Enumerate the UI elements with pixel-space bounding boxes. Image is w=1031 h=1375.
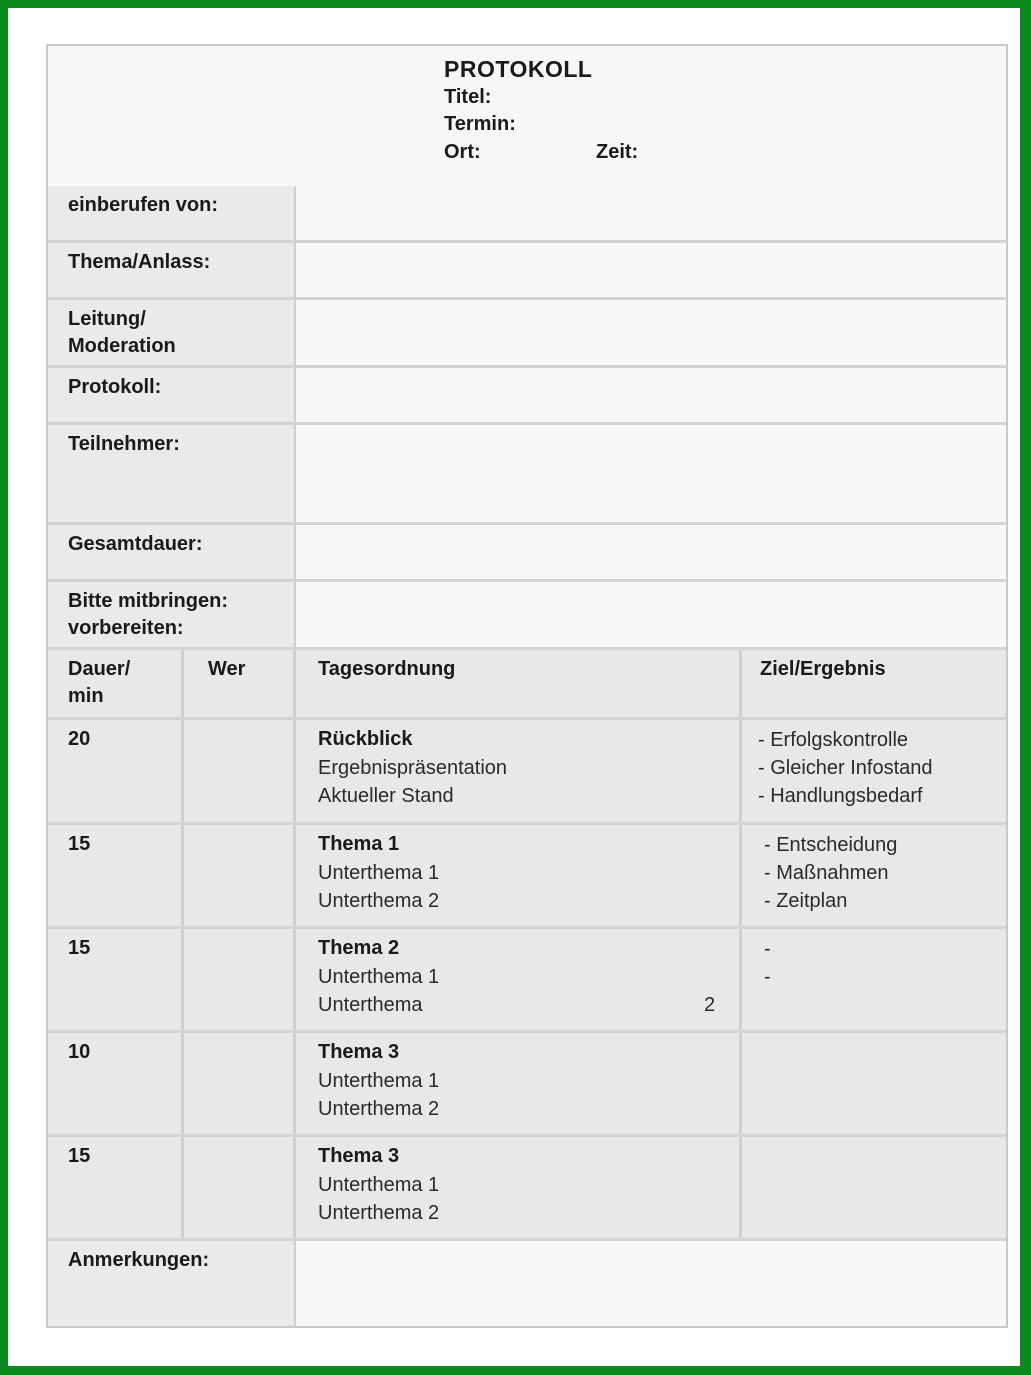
dauer-cell [48,1137,184,1238]
agenda-row [48,1033,1006,1137]
dauer-header-line1: Dauer/ [68,658,131,680]
wer-cell[interactable] [184,1033,296,1134]
goal-1: - Entscheidung [764,834,898,856]
field-label-cell [48,300,296,365]
einberufen-label: einberufen von: [68,194,219,216]
thema-anlass-label: Thema/Anlass: [68,251,211,273]
goal-1: - Erfolgskontrolle [758,729,909,751]
field-row-protokoll [48,368,1006,425]
subtopic-1: Unterthema 1 [318,1174,440,1196]
dauer-header-cell [48,650,184,717]
protocol-form [46,44,1008,1328]
subtopic-1: Unterthema 1 [318,862,440,884]
gesamtdauer-label: Gesamtdauer: [68,533,203,555]
dauer-value: 15 [68,833,91,855]
subtopic-1: Unterthema 1 [318,1070,440,1092]
leitung-label-line1: Leitung/ [68,308,146,330]
topic-title: Thema 3 [318,1145,400,1167]
wer-header: Wer [208,658,246,680]
wer-cell[interactable] [184,1137,296,1238]
tagesordnung-cell [296,929,742,1030]
field-label-cell [48,425,296,522]
field-label-cell [48,1241,296,1326]
dauer-value: 15 [68,1145,91,1167]
goal-2: - Gleicher Infostand [758,757,933,779]
wer-header-cell [184,650,296,717]
dauer-cell [48,825,184,926]
agenda-header-row [48,650,1006,720]
zeit-label: Zeit: [596,141,639,163]
wer-cell[interactable] [184,929,296,1030]
document-frame [8,8,1020,1366]
protokoll-value[interactable] [296,368,1006,422]
termin-label: Termin: [444,113,516,135]
agenda-row [48,929,1006,1033]
tagesordnung-header: Tagesordnung [318,658,456,680]
ziel-header-cell [742,650,1006,717]
tagesordnung-cell [296,1033,742,1134]
subtopic-2-number: 2 [704,994,716,1016]
ziel-header: Ziel/Ergebnis [760,658,886,680]
tagesordnung-cell [296,825,742,926]
field-label-cell [48,525,296,579]
topic-title: Thema 3 [318,1041,400,1063]
subtopic-2: Unterthema 2 [318,1098,440,1120]
dauer-cell [48,720,184,822]
goal-3: - Zeitplan [764,890,848,912]
anmerkungen-value[interactable] [296,1241,1006,1326]
bitte-label [68,588,228,642]
field-row-bitte-mitbringen [48,582,1006,650]
field-row-anmerkungen [48,1241,1006,1326]
form-title: PROTOKOLL [444,56,593,82]
bitte-value[interactable] [296,582,1006,647]
dauer-value: 15 [68,937,91,959]
goal-1: - [764,938,771,960]
dauer-cell [48,929,184,1030]
subtopic-1: Unterthema 1 [318,966,440,988]
goal-3: - Handlungsbedarf [758,785,923,807]
einberufen-value[interactable] [296,186,1006,240]
bitte-label-line2: vorbereiten: [68,617,184,639]
subtopic-2: Unterthema 2 [318,890,440,912]
wer-cell[interactable] [184,825,296,926]
dauer-value: 10 [68,1041,91,1063]
ziel-cell [742,825,1006,926]
topic-title: Thema 1 [318,833,400,855]
field-label-cell [48,368,296,422]
field-label-cell [48,186,296,240]
subtopic-2: Unterthema [318,994,423,1016]
bitte-label-line1: Bitte mitbringen: [68,590,228,612]
field-row-einberufen [48,186,1006,243]
protokoll-label: Protokoll: [68,376,162,398]
subtopic-2: Aktueller Stand [318,785,454,807]
form-header [48,46,1006,188]
titel-label: Titel: [444,86,492,108]
goal-2: - [764,966,771,988]
ziel-cell[interactable] [742,1137,1006,1238]
topic-title: Thema 2 [318,937,400,959]
ziel-cell [742,720,1006,822]
leitung-value[interactable] [296,300,1006,365]
ziel-cell [742,929,1006,1030]
field-label-cell [48,243,296,297]
field-row-leitung [48,300,1006,368]
agenda-row [48,1137,1006,1241]
dauer-header [68,656,130,710]
field-row-gesamtdauer [48,525,1006,582]
gesamtdauer-value[interactable] [296,525,1006,579]
tagesordnung-cell [296,720,742,822]
tagesordnung-header-cell [296,650,742,717]
subtopic-1: Ergebnispräsentation [318,757,508,779]
ziel-cell[interactable] [742,1033,1006,1134]
dauer-value: 20 [68,728,91,750]
anmerkungen-label: Anmerkungen: [68,1249,210,1271]
subtopic-2: Unterthema 2 [318,1202,440,1224]
teilnehmer-value[interactable] [296,425,1006,522]
ort-label: Ort: [444,141,481,163]
goal-2: - Maßnahmen [764,862,889,884]
thema-anlass-value[interactable] [296,243,1006,297]
agenda-row [48,720,1006,825]
leitung-label-line2: Moderation [68,335,176,357]
field-label-cell [48,582,296,647]
agenda-row [48,825,1006,929]
field-row-teilnehmer [48,425,1006,525]
teilnehmer-label: Teilnehmer: [68,433,180,455]
tagesordnung-cell [296,1137,742,1238]
leitung-label [68,306,176,360]
wer-cell[interactable] [184,720,296,822]
field-row-thema-anlass [48,243,1006,300]
dauer-cell [48,1033,184,1134]
topic-title: Rückblick [318,728,413,750]
dauer-header-line2: min [68,685,104,707]
